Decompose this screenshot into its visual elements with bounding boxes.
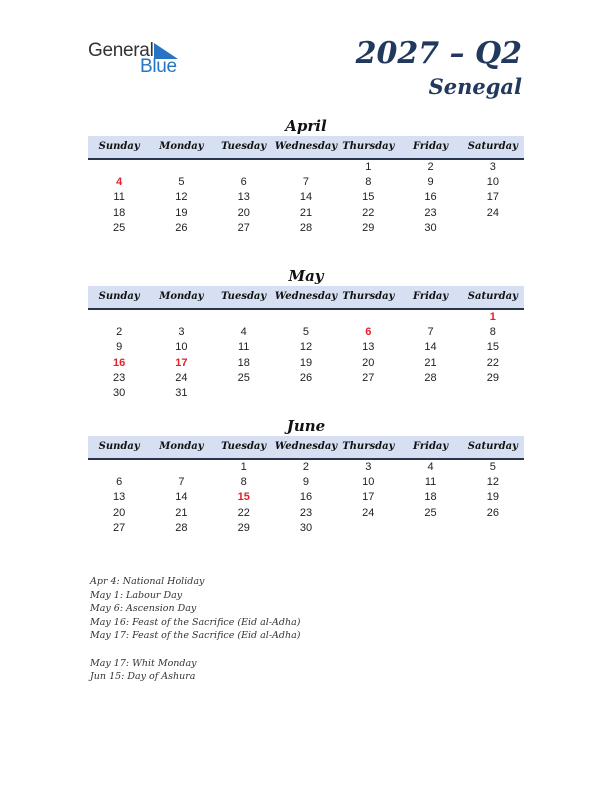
date-cell: 10 — [362, 476, 375, 489]
date-cell — [275, 310, 337, 325]
date-cell: 24 — [362, 506, 375, 519]
date-cell: 10 — [175, 341, 188, 354]
date-cell: 21 — [424, 356, 437, 369]
date-cell: 9 — [302, 476, 310, 489]
date-cell: 15 — [486, 341, 499, 354]
date-cell — [399, 521, 461, 536]
week-row — [88, 221, 524, 236]
weekday-header: Wednesday — [274, 291, 338, 302]
date-cell: 24 — [175, 371, 188, 384]
date-cell: 21 — [175, 506, 188, 519]
week-row — [88, 356, 524, 371]
date-cell — [337, 521, 399, 536]
date-cell: 20 — [237, 206, 250, 219]
weekday-header: Wednesday — [274, 141, 338, 152]
date-cell — [213, 310, 275, 325]
date-cell: 19 — [486, 491, 499, 504]
date-cell — [337, 386, 399, 401]
date-cell: 27 — [362, 371, 375, 384]
week-row — [88, 175, 524, 190]
generalblue-logo — [88, 40, 188, 76]
date-cell: 20 — [362, 356, 375, 369]
week-row — [88, 460, 524, 475]
date-cell: 22 — [237, 506, 250, 519]
date-cell: 3 — [178, 326, 185, 339]
date-cell: 29 — [486, 371, 499, 384]
date-cell — [275, 160, 337, 175]
date-cell: 18 — [424, 491, 437, 504]
holiday-entry: May 17: Feast of the Sacrifice (Eid al-Adha) — [90, 630, 301, 642]
date-cell: 21 — [299, 206, 313, 219]
date-cell: 7 — [178, 476, 185, 489]
date-cell: 7 — [302, 176, 310, 189]
weekday-header: Saturday — [467, 441, 518, 452]
date-cell — [337, 310, 399, 325]
date-cell: 16 — [424, 191, 437, 204]
weekday-header: Saturday — [467, 141, 518, 152]
date-cell — [150, 310, 212, 325]
weekday-header: Monday — [159, 291, 204, 302]
weekday-header: Sunday — [98, 291, 140, 302]
date-cell: 27 — [113, 521, 126, 534]
month-may — [88, 266, 524, 401]
date-cell — [150, 460, 212, 475]
date-cell: 26 — [175, 221, 188, 234]
week-row — [88, 310, 524, 325]
holiday-entry: Apr 4: National Holiday — [90, 576, 205, 587]
date-cell: 1 — [240, 461, 247, 473]
week-row — [88, 206, 524, 221]
date-cell — [399, 386, 461, 401]
date-cell — [88, 460, 150, 475]
date-cell: 4 — [427, 461, 434, 473]
weekday-header: Thursday — [342, 441, 395, 452]
date-cell — [150, 160, 212, 175]
date-cell: 25 — [237, 371, 250, 384]
date-cell: 19 — [299, 356, 313, 369]
date-cell: 30 — [299, 521, 313, 534]
holiday-entry: May 1: Labour Day — [90, 589, 183, 601]
holiday-date-cell: 1 — [489, 311, 496, 323]
holiday-date-cell: 17 — [175, 356, 188, 369]
holiday-date-cell: 15 — [237, 491, 250, 504]
date-cell: 13 — [113, 491, 126, 504]
date-cell: 8 — [365, 176, 372, 189]
date-cell: 1 — [365, 161, 372, 173]
holiday-date-cell: 16 — [113, 356, 126, 369]
date-cell: 29 — [237, 521, 250, 534]
page-title: 2027 – Q2 — [355, 36, 522, 71]
weekday-header-row — [88, 436, 524, 460]
week-row — [88, 325, 524, 340]
date-cell: 22 — [362, 206, 375, 219]
date-cell: 17 — [486, 191, 499, 204]
date-cell: 28 — [299, 221, 313, 234]
date-cell: 9 — [427, 176, 434, 189]
date-cell: 14 — [175, 491, 188, 504]
holiday-list — [90, 575, 300, 684]
logo-word-general: General — [88, 40, 154, 61]
country-name: Senegal — [428, 74, 522, 99]
date-cell: 14 — [424, 341, 437, 354]
date-cell: 4 — [240, 326, 247, 339]
date-cell: 23 — [113, 371, 126, 384]
date-cell: 22 — [486, 356, 499, 369]
week-row — [88, 160, 524, 175]
date-cell — [88, 160, 150, 175]
weekday-header: Friday — [412, 141, 449, 152]
date-cell: 27 — [237, 221, 250, 234]
date-cell: 12 — [175, 191, 188, 204]
date-cell: 11 — [113, 191, 125, 204]
weekday-header: Wednesday — [274, 441, 338, 452]
date-cell: 28 — [175, 521, 188, 534]
holiday-date-cell: 4 — [116, 176, 123, 189]
date-cell: 10 — [486, 176, 499, 189]
month-june — [88, 416, 524, 536]
weekday-header-row — [88, 286, 524, 310]
date-cell: 5 — [178, 176, 185, 189]
weekday-header: Tuesday — [221, 291, 267, 302]
date-cell: 30 — [424, 221, 437, 234]
date-cell: 30 — [113, 386, 126, 399]
weekday-header: Sunday — [98, 441, 140, 452]
date-cell: 2 — [302, 461, 310, 473]
date-cell: 17 — [362, 491, 375, 504]
date-cell: 31 — [175, 386, 188, 399]
date-cell: 12 — [299, 341, 313, 354]
date-cell — [213, 160, 275, 175]
logo-word-blue: Blue — [140, 56, 177, 77]
date-cell: 25 — [424, 506, 437, 519]
date-cell: 12 — [486, 476, 499, 489]
month-name: May — [288, 267, 324, 285]
date-cell — [462, 386, 524, 401]
date-cell: 23 — [299, 506, 313, 519]
date-cell: 3 — [365, 461, 372, 473]
date-cell: 18 — [237, 356, 250, 369]
date-cell: 13 — [362, 341, 375, 354]
week-row — [88, 371, 524, 386]
week-row — [88, 386, 524, 401]
weekday-header: Thursday — [342, 291, 395, 302]
holiday-date-cell: 6 — [365, 326, 372, 339]
holiday-entry: May 17: Whit Monday — [90, 657, 197, 669]
week-row — [88, 340, 524, 355]
date-cell: 5 — [489, 461, 496, 473]
weekday-header: Saturday — [467, 291, 518, 302]
date-cell: 7 — [427, 326, 434, 339]
week-row — [88, 190, 524, 205]
date-cell: 8 — [489, 326, 496, 339]
week-row — [88, 521, 524, 536]
weekday-header: Friday — [412, 441, 449, 452]
date-cell: 29 — [362, 221, 375, 234]
date-cell: 16 — [299, 491, 313, 504]
weekday-header-row — [88, 136, 524, 160]
month-name: June — [286, 417, 326, 435]
weekday-header: Sunday — [98, 141, 140, 152]
holiday-entry: May 16: Feast of the Sacrifice (Eid al-Adha) — [90, 616, 301, 628]
weekday-header: Friday — [412, 291, 449, 302]
date-cell — [399, 310, 461, 325]
date-cell: 18 — [113, 206, 126, 219]
weekday-header: Monday — [159, 141, 204, 152]
date-cell: 20 — [113, 506, 126, 519]
date-cell: 5 — [302, 326, 310, 339]
date-cell: 3 — [489, 161, 496, 173]
weekday-header: Thursday — [342, 141, 395, 152]
month-april — [88, 116, 524, 236]
date-cell — [88, 310, 150, 325]
date-cell: 11 — [237, 341, 250, 354]
weekday-header: Monday — [159, 441, 204, 452]
date-cell: 9 — [116, 341, 123, 354]
date-cell: 2 — [427, 161, 434, 173]
holiday-group-spacer — [90, 643, 300, 657]
date-cell: 25 — [113, 221, 126, 234]
date-cell: 13 — [237, 191, 250, 204]
date-cell: 26 — [486, 506, 499, 519]
date-cell: 2 — [116, 326, 123, 339]
weekday-header: Tuesday — [221, 141, 267, 152]
date-cell: 8 — [240, 476, 247, 489]
date-cell: 23 — [424, 206, 437, 219]
date-cell: 6 — [240, 176, 247, 189]
date-cell: 6 — [116, 476, 123, 489]
date-cell: 26 — [299, 371, 313, 384]
weekday-header: Tuesday — [221, 441, 267, 452]
date-cell — [275, 386, 337, 401]
date-cell: 14 — [299, 191, 313, 204]
week-row — [88, 475, 524, 490]
date-cell: 24 — [486, 206, 499, 219]
holiday-entry: May 6: Ascension Day — [90, 603, 197, 615]
date-cell — [213, 386, 275, 401]
date-cell — [462, 221, 524, 236]
month-name: April — [285, 117, 327, 135]
holiday-entry: Jun 15: Day of Ashura — [90, 671, 196, 683]
date-cell: 28 — [424, 371, 437, 384]
week-row — [88, 490, 524, 505]
date-cell — [462, 521, 524, 536]
date-cell: 15 — [362, 191, 375, 204]
date-cell: 11 — [424, 476, 437, 489]
week-row — [88, 506, 524, 521]
date-cell: 19 — [175, 206, 188, 219]
